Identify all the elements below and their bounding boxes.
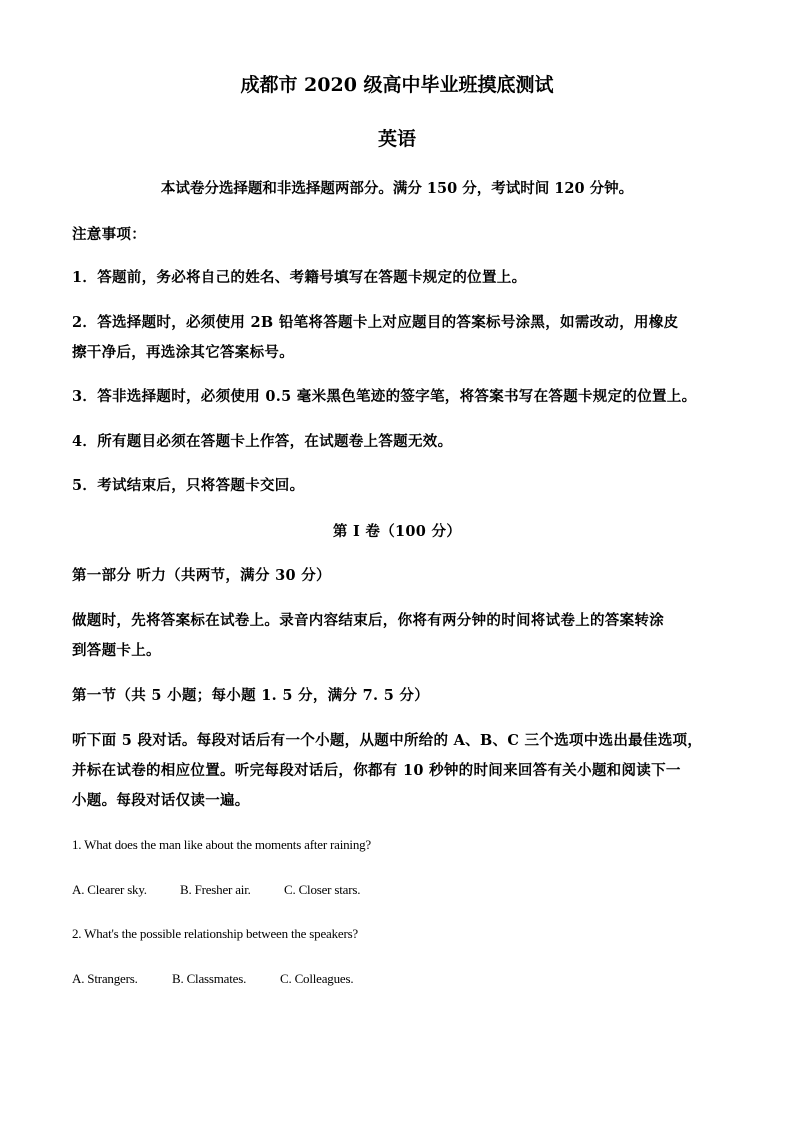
section-title: 第一节（共 5 小题；每小题 1. 5 分，满分 7. 5 分） [72,687,430,704]
section-instructions: 小题。每段对话仅读一遍。 [72,792,250,809]
question-options [72,971,722,987]
exam-title: 成都市 2020 级高中毕业班摸底测试 [240,74,554,96]
option-a: A. Clearer sky. [72,882,147,897]
part-instructions: 做题时，先将答案标在试卷上。录音内容结束后，你将有两分钟的时间将试卷上的答案转涂 [72,612,664,629]
volume-title: 第 I 卷（100 分） [332,523,462,540]
notes-item: 5．考试结束后，只将答题卡交回。 [72,477,305,494]
section-instructions: 并标在试卷的相应位置。听完每段对话后，你都有 10 秒钟的时间来回答有关小题和阅读下一 [72,762,681,779]
notes-item: 2．答选择题时，必须使用 2B 铅笔将答题卡上对应题目的答案标号涂黑，如需改动，用橡皮 [72,314,679,331]
question-stem: 2. What's the possible relationship between the speakers? [72,926,359,941]
option-b: B. Classmates. [172,971,247,986]
part-instructions: 到答题卡上。 [72,642,161,659]
notes-item: 擦干净后，再选涂其它答案标号。 [72,344,294,361]
question-options [72,882,722,898]
option-c: C. Closer stars. [284,882,361,897]
part-title: 第一部分 听力（共两节，满分 30 分） [72,567,331,584]
option-b: B. Fresher air. [180,882,251,897]
exam-intro: 本试卷分选择题和非选择题两部分。满分 150 分，考试时间 120 分钟。 [160,180,634,197]
notes-item: 1．答题前，务必将自己的姓名、考籍号填写在答题卡规定的位置上。 [72,269,527,286]
notes-item: 3．答非选择题时，必须使用 0.5 毫米黑色笔迹的签字笔，将答案书写在答题卡规定的位置上。 [72,388,697,405]
notes-item: 4．所有题目必须在答题卡上作答，在试题卷上答题无效。 [72,433,453,450]
subject-title: 英语 [377,128,416,150]
section-instructions: 听下面 5 段对话。每段对话后有一个小题，从题中所给的 A、B、C 三个选项中选出最佳选项， [72,732,703,749]
option-c: C. Colleagues. [280,971,354,986]
notes-heading: 注意事项： [72,226,146,243]
question-stem: 1. What does the man like about the moments after raining? [72,837,371,852]
option-a: A. Strangers. [72,971,138,986]
